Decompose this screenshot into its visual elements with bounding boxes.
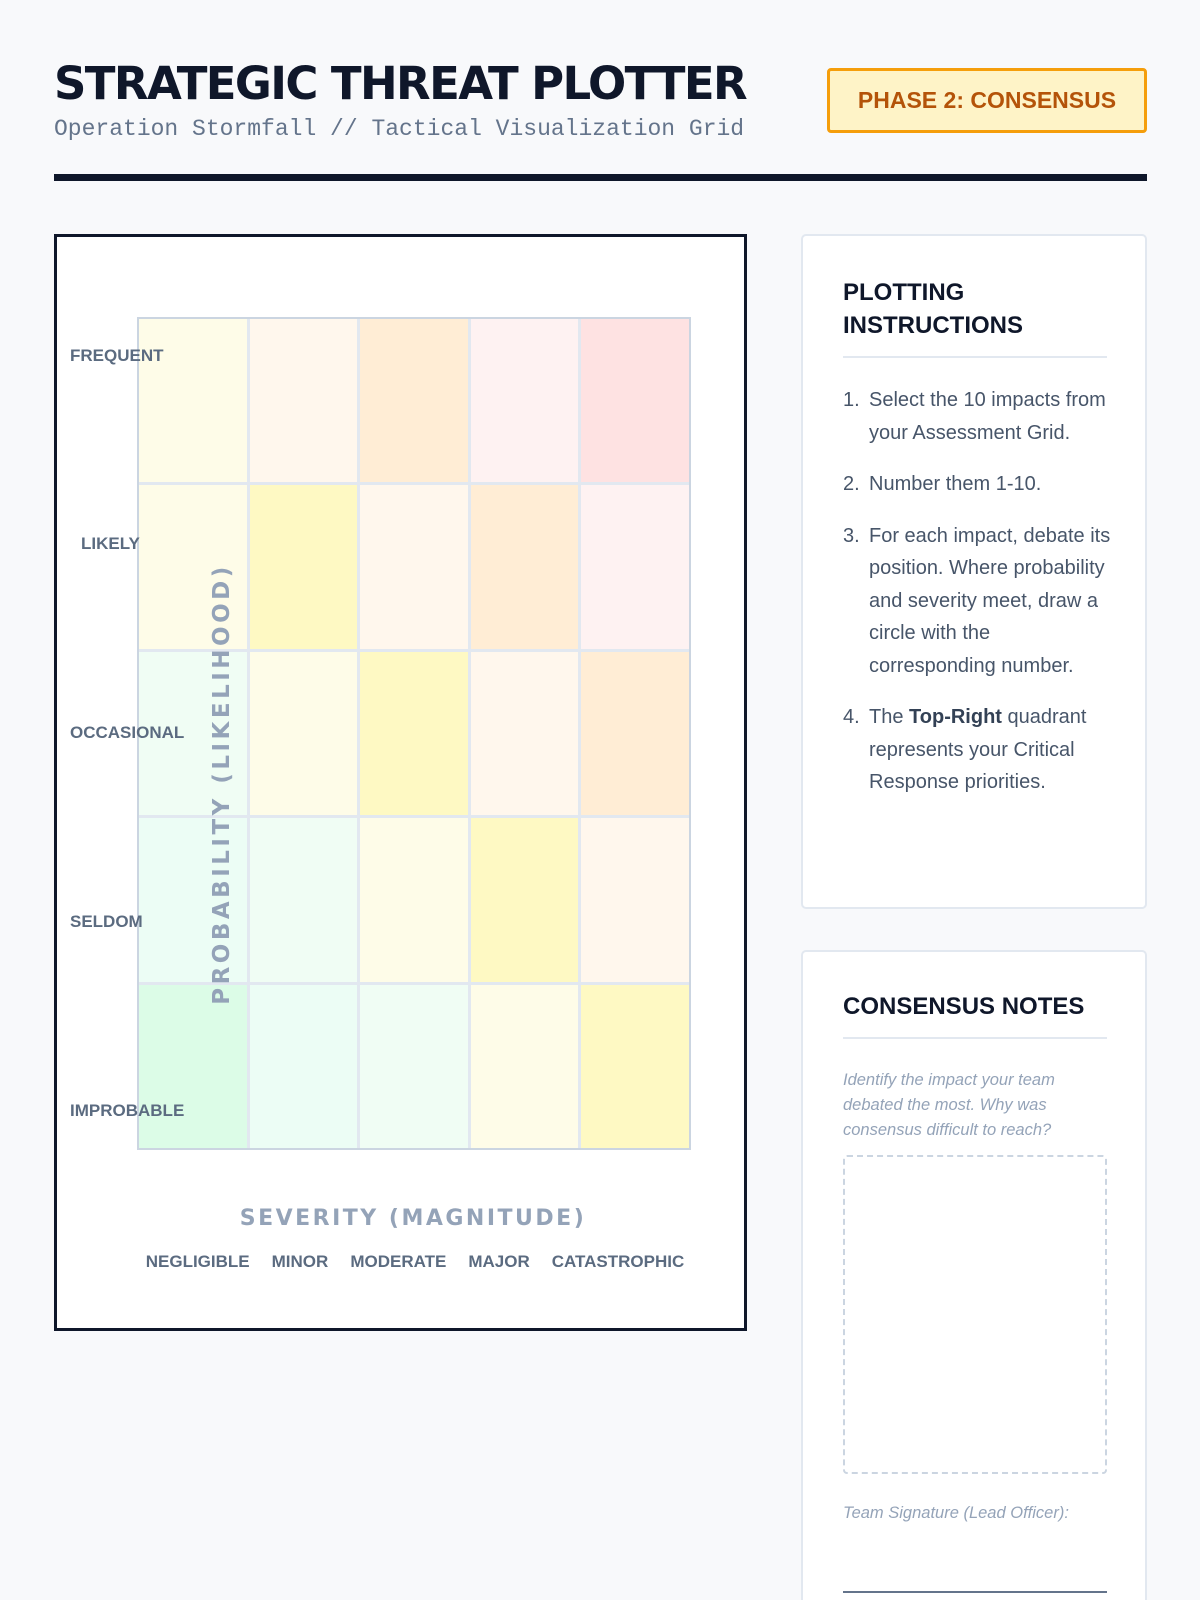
- page-title: STRATEGIC THREAT PLOTTER: [54, 57, 747, 110]
- matrix-cell[interactable]: [250, 818, 358, 981]
- matrix-cell[interactable]: [139, 319, 247, 482]
- severity-column-labels: [140, 1252, 690, 1272]
- instructions-list: [843, 384, 1113, 818]
- plotting-instructions-card: [801, 234, 1147, 909]
- header-divider: [54, 174, 1147, 181]
- x-axis-title: SEVERITY (MAGNITUDE): [239, 1206, 587, 1231]
- instruction-text: Number them 1-10.: [869, 473, 1042, 495]
- instruction-text: Select the 10 impacts from your Assessment Grid.: [869, 389, 1106, 444]
- row-label-frequent: FREQUENT: [70, 346, 164, 365]
- notes-heading: CONSENSUS NOTES: [843, 990, 1107, 1039]
- matrix-cell[interactable]: [581, 985, 689, 1148]
- matrix-cell[interactable]: [360, 818, 468, 981]
- matrix-cell[interactable]: [250, 985, 358, 1148]
- instruction-text: [869, 701, 1113, 799]
- instruction-item: [843, 384, 1113, 449]
- row-label-likely: LIKELY: [81, 534, 140, 553]
- matrix-cell[interactable]: [581, 818, 689, 981]
- instruction-text-pre: The: [869, 706, 910, 728]
- matrix-cell[interactable]: [250, 652, 358, 815]
- col-label-major: MAJOR: [468, 1252, 530, 1271]
- signature-label: Team Signature (Lead Officer):: [843, 1504, 1069, 1522]
- matrix-cell[interactable]: [250, 485, 358, 648]
- matrix-cell[interactable]: [360, 652, 468, 815]
- instruction-number: 1.: [843, 389, 860, 411]
- matrix-cell[interactable]: [360, 985, 468, 1148]
- signature-line[interactable]: [843, 1591, 1107, 1593]
- notes-prompt: Identify the impact your team debated the most. Why was consensus difficult to reach?: [843, 1071, 1055, 1139]
- instruction-number: 4.: [843, 706, 860, 728]
- y-axis-title: PROBABILITY (LIKELIHOOD): [209, 563, 235, 1005]
- instruction-number: 3.: [843, 524, 860, 547]
- instruction-item: [843, 520, 1113, 683]
- notes-writing-area[interactable]: [843, 1155, 1107, 1474]
- row-label-improbable: IMPROBABLE: [70, 1101, 185, 1120]
- matrix-cell[interactable]: [471, 652, 579, 815]
- instruction-text: For each impact, debate its position. Where probability and severity meet, draw a circle with the corresponding number.: [869, 524, 1111, 677]
- col-label-minor: MINOR: [271, 1252, 329, 1271]
- consensus-notes-card: [801, 950, 1147, 1600]
- matrix-cell[interactable]: [471, 818, 579, 981]
- matrix-cell[interactable]: [139, 985, 247, 1148]
- instructions-heading: PLOTTING INSTRUCTIONS: [843, 276, 1107, 358]
- col-label-negligible: NEGLIGIBLE: [145, 1252, 250, 1271]
- instruction-text-post: quadrant represents your Critical Response priorities.: [869, 706, 1087, 793]
- matrix-cell[interactable]: [471, 485, 579, 648]
- instruction-item: [843, 701, 1113, 799]
- page-subtitle: Operation Stormfall // Tactical Visualization Grid: [54, 116, 745, 142]
- instruction-emphasis: Top-Right: [909, 706, 1002, 728]
- col-label-moderate: MODERATE: [350, 1252, 447, 1271]
- instruction-number: 2.: [843, 473, 860, 495]
- matrix-cell[interactable]: [471, 319, 579, 482]
- matrix-cell[interactable]: [360, 319, 468, 482]
- matrix-cell[interactable]: [581, 652, 689, 815]
- row-label-seldom: SELDOM: [70, 912, 143, 931]
- matrix-cell[interactable]: [471, 985, 579, 1148]
- instruction-item: [843, 468, 1113, 501]
- matrix-cell[interactable]: [581, 319, 689, 482]
- matrix-cell[interactable]: [581, 485, 689, 648]
- row-label-occasional: OCCASIONAL: [70, 723, 185, 742]
- matrix-cell[interactable]: [250, 319, 358, 482]
- col-label-catastrophic: CATASTROPHIC: [551, 1252, 685, 1271]
- matrix-cell[interactable]: [360, 485, 468, 648]
- phase-badge: PHASE 2: CONSENSUS: [827, 68, 1147, 133]
